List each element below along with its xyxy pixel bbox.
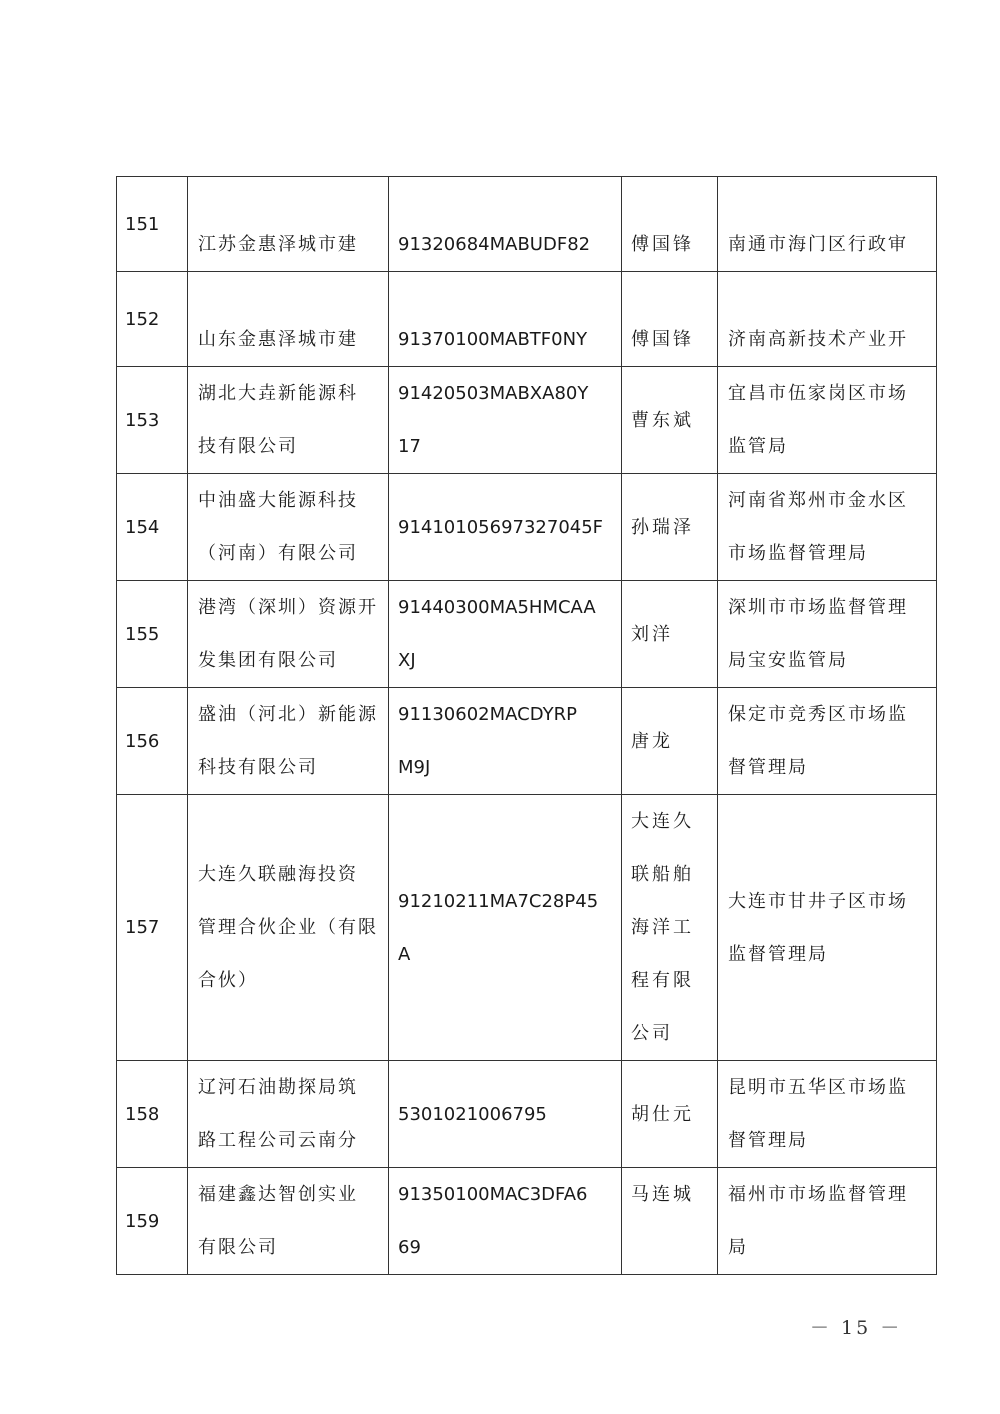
company-name-line: 江苏金惠泽城市建 <box>198 234 358 255</box>
company-name <box>188 367 389 474</box>
credit-code-line: XJ <box>398 650 416 671</box>
credit-code-line: 91350100MAC3DFA6 <box>398 1184 588 1205</box>
company-name-line: 港湾（深圳）资源开 <box>198 597 378 618</box>
registration-authority-line: 河南省郑州市金水区 <box>728 490 908 511</box>
credit-code-line: A <box>398 943 411 965</box>
row-number: 157 <box>117 795 188 1061</box>
registration-authority <box>718 795 937 1061</box>
registration-authority <box>718 272 937 367</box>
company-name-line: 湖北大垚新能源科 <box>198 383 358 404</box>
credit-code <box>389 367 622 474</box>
legal-representative <box>622 795 718 1061</box>
legal-representative-line: 唐龙 <box>631 730 673 752</box>
registration-authority-line: 大连市甘井子区市场 <box>728 890 908 912</box>
row-number: 156 <box>117 688 188 795</box>
registration-authority <box>718 1168 937 1275</box>
company-name <box>188 272 389 367</box>
legal-representative <box>622 367 718 474</box>
registration-authority-line: 局 <box>728 1237 748 1258</box>
legal-representative-line: 傅国锋 <box>631 329 694 350</box>
registration-authority-line: 深圳市市场监督管理 <box>728 597 908 618</box>
table-row <box>117 367 937 474</box>
credit-code-line: 91210211MA7C28P45 <box>398 890 599 912</box>
registration-authority <box>718 474 937 581</box>
credit-code <box>389 1168 622 1275</box>
company-name-line: 辽河石油勘探局筑 <box>198 1077 358 1098</box>
legal-representative-line: 海洋工 <box>631 917 694 938</box>
registration-authority-line: 监管局 <box>728 436 788 457</box>
credit-code-line: M9J <box>398 757 431 778</box>
credit-code-line: 91410105697327045F <box>398 516 604 538</box>
table-row <box>117 795 937 1061</box>
row-number: 159 <box>117 1168 188 1275</box>
legal-representative-line: 大连久 <box>631 811 694 832</box>
registration-authority-line: 保定市竞秀区市场监 <box>728 704 908 725</box>
registration-authority-line: 宜昌市伍家岗区市场 <box>728 383 908 404</box>
legal-representative <box>622 272 718 367</box>
legal-representative <box>622 1168 718 1275</box>
registration-authority <box>718 1061 937 1168</box>
legal-representative-line: 刘洋 <box>631 623 673 645</box>
registration-authority <box>718 177 937 272</box>
table-row <box>117 1061 937 1168</box>
legal-representative-line: 孙瑞泽 <box>631 516 694 538</box>
credit-code <box>389 177 622 272</box>
row-number: 155 <box>117 581 188 688</box>
table-row <box>117 581 937 688</box>
company-name <box>188 795 389 1061</box>
credit-code-line: 91420503MABXA80Y <box>398 383 589 404</box>
row-number: 154 <box>117 474 188 581</box>
legal-representative-line: 胡仕元 <box>631 1103 694 1125</box>
legal-representative <box>622 177 718 272</box>
credit-code-line: 91440300MA5HMCAA <box>398 597 596 618</box>
row-number: 153 <box>117 367 188 474</box>
company-name-line: 科技有限公司 <box>198 757 318 778</box>
company-name <box>188 688 389 795</box>
credit-code-line: 5301021006795 <box>398 1103 547 1125</box>
registration-authority-line: 督管理局 <box>728 1130 808 1151</box>
company-name-line: 盛油（河北）新能源 <box>198 704 378 725</box>
credit-code <box>389 1061 622 1168</box>
credit-code <box>389 795 622 1061</box>
row-number: 158 <box>117 1061 188 1168</box>
legal-representative-line: 联船舶 <box>631 864 694 885</box>
company-name-line: 发集团有限公司 <box>198 650 338 671</box>
company-name <box>188 177 389 272</box>
company-name-line: （河南）有限公司 <box>198 543 358 564</box>
legal-representative-line: 傅国锋 <box>631 234 694 255</box>
company-name-line: 管理合伙企业（有限 <box>198 917 378 938</box>
legal-representative-line: 公司 <box>631 1023 673 1044</box>
company-name-line: 山东金惠泽城市建 <box>198 329 358 350</box>
table-row <box>117 474 937 581</box>
row-number: 152 <box>117 272 188 367</box>
legal-representative-line: 曹东斌 <box>631 409 694 431</box>
registration-authority-line: 济南高新技术产业开 <box>728 329 908 350</box>
table-row <box>117 1168 937 1275</box>
registration-authority <box>718 581 937 688</box>
credit-code <box>389 688 622 795</box>
legal-representative-line: 马连城 <box>631 1184 694 1205</box>
credit-code-line: 69 <box>398 1237 421 1258</box>
company-name <box>188 1061 389 1168</box>
legal-representative <box>622 581 718 688</box>
company-name-line: 大连久联融海投资 <box>198 864 358 885</box>
registration-authority-line: 监督管理局 <box>728 943 828 965</box>
legal-representative <box>622 1061 718 1168</box>
table-row <box>117 272 937 367</box>
registration-authority-line: 局宝安监管局 <box>728 650 848 671</box>
registration-authority-line: 福州市市场监督管理 <box>728 1184 908 1205</box>
company-name-line: 有限公司 <box>198 1237 278 1258</box>
table-row <box>117 177 937 272</box>
credit-code <box>389 474 622 581</box>
legal-representative <box>622 474 718 581</box>
registration-authority-line: 督管理局 <box>728 757 808 778</box>
legal-representative <box>622 688 718 795</box>
credit-code-line: 91320684MABUDF82 <box>398 234 591 255</box>
company-name-line: 路工程公司云南分 <box>198 1130 358 1151</box>
credit-code <box>389 581 622 688</box>
legal-representative-line: 程有限 <box>631 970 694 991</box>
credit-code-line: 91130602MACDYRP <box>398 704 577 725</box>
registration-authority <box>718 367 937 474</box>
registration-authority <box>718 688 937 795</box>
company-name-line: 技有限公司 <box>198 436 298 457</box>
registration-authority-line: 昆明市五华区市场监 <box>728 1077 908 1098</box>
credit-code-line: 91370100MABTF0NY <box>398 329 588 350</box>
company-name <box>188 474 389 581</box>
company-name-line: 福建鑫达智创实业 <box>198 1184 358 1205</box>
credit-code-line: 17 <box>398 436 421 457</box>
row-number: 151 <box>117 177 188 272</box>
registration-authority-line: 市场监督管理局 <box>728 543 868 564</box>
company-name <box>188 581 389 688</box>
company-name-line: 合伙） <box>198 970 258 991</box>
registration-authority-line: 南通市海门区行政审 <box>728 234 908 255</box>
enterprise-table <box>116 176 937 1275</box>
table-row <box>117 688 937 795</box>
credit-code <box>389 272 622 367</box>
company-name-line: 中油盛大能源科技 <box>198 490 358 511</box>
company-name <box>188 1168 389 1275</box>
page-number: － 15 － <box>810 1317 903 1339</box>
